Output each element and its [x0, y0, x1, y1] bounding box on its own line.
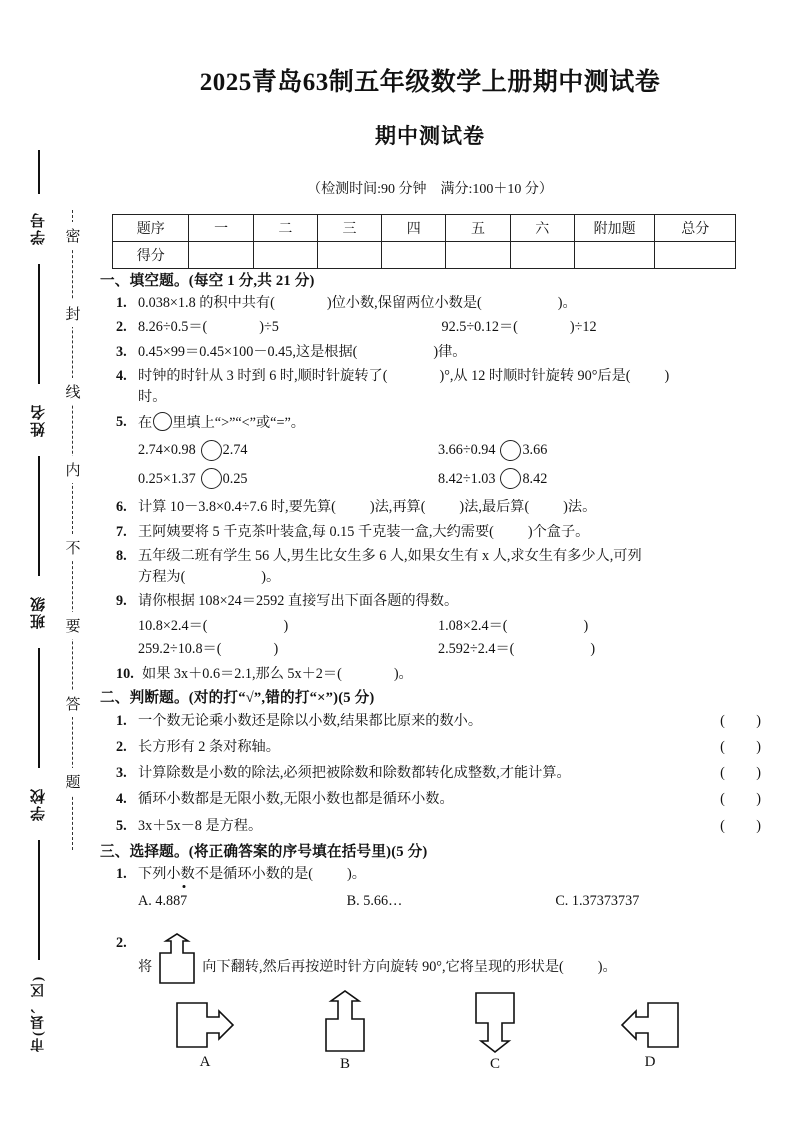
- question-text-b: )°,从 12 时顺时针旋转 90°后是(: [439, 368, 631, 385]
- question-text-b: )律。: [433, 343, 467, 360]
- question-number: 5.: [116, 413, 127, 430]
- score-col-4: 四: [382, 215, 446, 242]
- question-1-8: [116, 546, 764, 587]
- question-number: 8.: [116, 548, 127, 565]
- option-b[interactable]: [347, 890, 556, 913]
- question-text-b: 向下翻转,然后再按逆时针方向旋转 90°,它将呈现的形状是(: [202, 958, 564, 975]
- question-number: 10.: [116, 666, 134, 683]
- tf-text: 长方形有 2 条对称轴。: [138, 738, 280, 755]
- shape-option-d[interactable]: [585, 995, 715, 1070]
- tf-text: 一个数无论乘小数还是除以小数,结果都比原来的数小。: [138, 712, 483, 729]
- score-col-2: 二: [253, 215, 317, 242]
- question-text-c: )。: [597, 958, 617, 975]
- question-1-1: [116, 293, 764, 314]
- shape-option-c[interactable]: [430, 989, 560, 1072]
- score-col-total: 总分: [655, 215, 736, 242]
- score-cell[interactable]: [446, 242, 510, 269]
- seal-char-mi: 密: [58, 222, 88, 249]
- tf-item-2: [116, 737, 764, 758]
- score-table: [112, 214, 736, 269]
- score-col-6: 六: [510, 215, 574, 242]
- score-col-1: 一: [189, 215, 253, 242]
- option-value: 5.66…: [363, 893, 403, 910]
- seal-rule: [38, 150, 40, 194]
- question-number: 6.: [116, 498, 127, 515]
- calc-close: ): [273, 640, 279, 657]
- square-with-down-arrow-icon: [430, 989, 560, 1055]
- comparison-row-1: [138, 436, 764, 464]
- comparison-circle[interactable]: [500, 468, 521, 489]
- question-1-4: [116, 366, 764, 407]
- calc-expr: 10.8×2.4＝(: [138, 617, 208, 634]
- comparison-left: 3.66÷0.94: [438, 442, 496, 459]
- tf-item-4: [116, 789, 764, 810]
- shape-option-a[interactable]: [140, 995, 270, 1070]
- option-label: B.: [346, 893, 360, 910]
- section-heading-fill-blank: 一、填空题。(每空 1 分,共 21 分): [100, 273, 315, 289]
- seal-rule: [38, 648, 40, 768]
- question-number: 3.: [116, 765, 127, 782]
- question-text-b: )。: [346, 865, 366, 882]
- question-3-2-answer-shapes: [130, 989, 764, 1089]
- section-heading-true-false: 二、判断题。(对的打“√”,错的打“×”)(5 分): [100, 689, 375, 706]
- comparison-right: 2.74: [222, 442, 248, 459]
- score-table-row-label: 得分: [113, 242, 189, 269]
- score-table-row-label: 题序: [113, 215, 189, 242]
- section-heading-multiple-choice: 三、选择题。(将正确答案的序号填在括号里)(5 分): [100, 844, 428, 861]
- seal-char-bu: 不: [58, 534, 88, 561]
- seal-label-xingming: 姓名: [31, 403, 47, 437]
- question-text-b: )。: [393, 666, 413, 683]
- seal-char-nei: 内: [58, 456, 88, 483]
- question-text-b: )个盒子。: [527, 523, 590, 540]
- question-text-d: )法。: [563, 498, 597, 515]
- question-3-2: [116, 933, 764, 985]
- question-1-5: [116, 412, 764, 434]
- comparison-right: 3.66: [522, 442, 548, 459]
- tf-answer-paren[interactable]: ( ): [720, 817, 762, 834]
- square-with-up-arrow-icon: [280, 989, 410, 1055]
- question-number: 9.: [116, 593, 127, 610]
- question-text-c: ): [664, 368, 670, 385]
- score-cell[interactable]: [655, 242, 736, 269]
- question-text-b: 方程为(: [138, 568, 186, 585]
- comparison-circle[interactable]: [153, 412, 172, 431]
- tf-item-1: [116, 711, 764, 732]
- score-col-3: 三: [317, 215, 381, 242]
- tf-text: 循环小数都是无限小数,无限小数也都是循环小数。: [138, 791, 454, 808]
- seal-outer-column: [22, 150, 56, 1053]
- q2-right-b: )÷12: [569, 319, 597, 336]
- square-with-right-arrow-icon: [140, 995, 270, 1053]
- question-text-b: )位小数,保留两位小数是(: [326, 294, 482, 311]
- seal-label-shixianqu: 市(县、区): [31, 974, 46, 1053]
- calc-item: [138, 638, 438, 661]
- option-c[interactable]: [555, 890, 764, 913]
- comparison-row-2: [138, 465, 764, 493]
- question-number: 3.: [116, 343, 127, 360]
- shape-caption: C: [489, 1055, 500, 1072]
- calc-item: [438, 638, 738, 661]
- question-text-a: 将: [138, 958, 153, 975]
- seal-label-banji: 班级: [31, 595, 47, 629]
- score-cell[interactable]: [510, 242, 574, 269]
- seal-rule: [38, 840, 40, 960]
- question-text-c: )。: [261, 568, 281, 585]
- seal-rule: [38, 456, 40, 576]
- seal-char-xian: 线: [58, 378, 88, 405]
- page-subtitle: 期中测试卷: [375, 124, 485, 148]
- question-1-2: [116, 317, 764, 338]
- question-1-7: [116, 522, 764, 543]
- question-number: 2.: [116, 738, 127, 755]
- calc-expr: 259.2÷10.8＝(: [138, 640, 222, 657]
- comparison-pair: [138, 465, 438, 493]
- score-cell[interactable]: [189, 242, 253, 269]
- tf-answer-paren[interactable]: ( ): [720, 765, 762, 782]
- calc-close: ): [283, 617, 289, 634]
- comparison-right: 8.42: [522, 470, 548, 487]
- calc-close: ): [590, 640, 596, 657]
- question-text-a: 五年级二班有学生 56 人,男生比女生多 6 人,如果女生有 x 人,求女生有多少人,可列: [138, 548, 642, 565]
- question-number: 5.: [116, 817, 127, 834]
- question-number: 1.: [116, 865, 127, 882]
- question-number: 2.: [116, 319, 127, 336]
- tf-answer-paren[interactable]: ( ): [720, 738, 762, 755]
- exam-meta: （检测时间:90 分钟 满分:100＋10 分）: [307, 182, 553, 197]
- calc-expr: 2.592÷2.4＝(: [438, 640, 515, 657]
- question-number: 4.: [116, 791, 127, 808]
- seal-char-feng: 封: [58, 300, 88, 327]
- seal-char-ti: 题: [58, 768, 88, 795]
- calc-item: [138, 615, 438, 638]
- question-text-d: 时。: [138, 388, 167, 405]
- page-title: 2025青岛63制五年级数学上册期中测试卷: [199, 69, 661, 96]
- comparison-left: 8.42÷1.03: [438, 470, 496, 487]
- q2-right-a: 92.5÷0.12＝(: [441, 319, 518, 336]
- option-value: 1.37373737: [571, 893, 640, 910]
- tf-answer-paren[interactable]: ( ): [720, 791, 762, 808]
- question-text-c: )。: [557, 294, 577, 311]
- question-3-1: [116, 864, 764, 885]
- shape-caption: B: [339, 1055, 350, 1072]
- seal-rule: [38, 264, 40, 384]
- option-label: C.: [555, 893, 569, 910]
- question-text-a: 如果 3x＋0.6＝2.1,那么 5x＋2＝(: [142, 666, 342, 683]
- shape-caption: A: [199, 1053, 211, 1070]
- seal-char-yao: 要: [58, 612, 88, 639]
- q2-left-a: 8.26÷0.5＝(: [138, 319, 208, 336]
- tf-item-3: [116, 763, 764, 784]
- question-number: 7.: [116, 523, 127, 540]
- exam-content: [100, 272, 764, 1089]
- comparison-circle[interactable]: [500, 440, 521, 461]
- table-row-scores: [113, 242, 736, 269]
- tf-item-5: [116, 816, 764, 837]
- question-1-9-row-1: [138, 615, 764, 638]
- repeating-dot-digit: 7: [180, 890, 187, 913]
- question-text-c: )法,最后算(: [459, 498, 530, 515]
- option-a[interactable]: [138, 890, 347, 913]
- comparison-circle[interactable]: [201, 468, 222, 489]
- comparison-pair: [438, 465, 738, 493]
- score-cell[interactable]: [317, 242, 381, 269]
- question-3-1-options: [138, 890, 764, 913]
- seal-char-da: 答: [58, 690, 88, 717]
- question-text-a: 下列小数不是循环小数的是(: [138, 865, 313, 882]
- q2-left-b: )÷5: [259, 319, 279, 336]
- question-text-a: 计算 10－3.8×0.4÷7.6 时,要先算(: [138, 498, 336, 515]
- score-col-5: 五: [446, 215, 510, 242]
- score-cell[interactable]: [253, 242, 317, 269]
- comparison-circle[interactable]: [201, 440, 222, 461]
- comparison-left: 2.74×0.98: [138, 442, 196, 459]
- square-with-up-arrow-icon: [154, 933, 200, 985]
- shape-caption: D: [644, 1053, 656, 1070]
- table-row-header: [113, 215, 736, 242]
- question-1-3: [116, 342, 764, 363]
- comparison-pair: [438, 436, 738, 464]
- question-text-b: )法,再算(: [369, 498, 426, 515]
- question-text-a: 0.45×99＝0.45×100－0.45,这是根据(: [138, 343, 358, 360]
- question-number: 2.: [116, 934, 127, 951]
- calc-expr: 1.08×2.4＝(: [438, 617, 508, 634]
- question-number: 1.: [116, 712, 127, 729]
- question-1-9: [116, 591, 764, 612]
- seal-margin: [0, 0, 100, 1122]
- calc-item: [438, 615, 738, 638]
- question-text: 请你根据 108×24＝2592 直接写出下面各题的得数。: [138, 593, 459, 610]
- calc-close: ): [583, 617, 589, 634]
- tf-text: 计算除数是小数的除法,必须把被除数和除数都转化成整数,才能计算。: [138, 765, 571, 782]
- comparison-pair: [138, 436, 438, 464]
- question-text-b: 里填上“>”“<”或“=”。: [172, 414, 305, 431]
- question-1-6: [116, 497, 764, 518]
- comparison-right: 0.25: [222, 470, 248, 487]
- question-number: 1.: [116, 294, 127, 311]
- question-text-a: 0.038×1.8 的积中共有(: [138, 294, 275, 311]
- question-text-a: 时钟的时针从 3 时到 6 时,顺时针旋转了(: [138, 368, 388, 385]
- shape-option-b[interactable]: [280, 989, 410, 1072]
- option-label: A.: [138, 893, 152, 910]
- exam-sheet: [100, 0, 793, 1122]
- square-with-left-arrow-icon: [585, 995, 715, 1053]
- tf-answer-paren[interactable]: ( ): [720, 712, 762, 729]
- option-value: 4.88: [155, 893, 181, 910]
- tf-text: 3x＋5x－8 是方程。: [138, 817, 263, 834]
- score-col-bonus: 附加题: [574, 215, 655, 242]
- seal-label-xuehao: 学号: [31, 211, 47, 245]
- score-cell[interactable]: [382, 242, 446, 269]
- question-1-10: [116, 664, 764, 685]
- seal-inner-column: [58, 210, 88, 850]
- score-cell[interactable]: [574, 242, 655, 269]
- question-1-9-row-2: [138, 638, 764, 661]
- question-number: 4.: [116, 368, 127, 385]
- question-text-a: 在: [138, 414, 153, 431]
- seal-label-xuexiao: 学校: [31, 787, 47, 821]
- question-text-a: 王阿姨要将 5 千克茶叶装盒,每 0.15 千克装一盒,大约需要(: [138, 523, 494, 540]
- comparison-left: 0.25×1.37: [138, 470, 196, 487]
